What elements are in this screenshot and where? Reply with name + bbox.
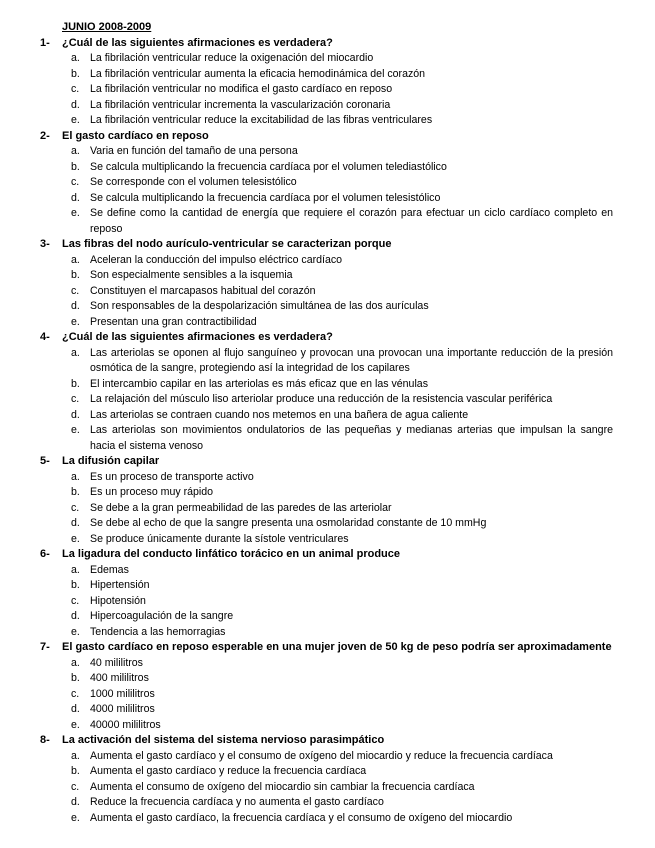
option-letter: e. [71, 718, 80, 731]
option-text: Hipercoagulación de la sangre [90, 610, 234, 622]
option-letter: a. [71, 52, 80, 64]
option-item [0, 516, 655, 532]
option-letter: b. [71, 160, 80, 173]
option-text: Tendencia a las hemorragias [90, 625, 226, 638]
option-letter: c. [71, 176, 80, 188]
option-letter: d. [71, 191, 80, 204]
option-text: La fibrilación ventricular reduce la oxigenación del miocardio [90, 52, 374, 64]
option-text: 40 mililitros [90, 656, 143, 669]
question-heading [0, 454, 655, 470]
option-letter: c. [71, 284, 80, 297]
question-5 [0, 454, 655, 547]
option-letter: e. [71, 114, 80, 126]
option-item [0, 485, 655, 501]
option-text: Aceleran la conducción del impulso eléctrico cardíaco [90, 253, 343, 266]
option-letter: a. [71, 749, 80, 762]
option-letter: a. [71, 656, 80, 669]
option-item [0, 82, 655, 98]
question-number: 1- [40, 36, 50, 49]
question-7 [0, 640, 655, 733]
question-text: El gasto cardíaco en reposo [62, 129, 209, 142]
option-text: Varia en función del tamaño de una persona [90, 145, 298, 157]
option-item [0, 780, 655, 796]
option-letter: b. [71, 67, 80, 80]
option-text: 4000 mililitros [90, 703, 155, 715]
option-letter: c. [71, 594, 80, 607]
option-text: Es un proceso muy rápido [90, 486, 214, 498]
option-text: Se corresponde con el volumen telesistólico [90, 176, 297, 188]
question-heading [0, 129, 655, 145]
option-item [0, 175, 655, 191]
option-letter: d. [71, 300, 80, 312]
option-letter: c. [71, 780, 80, 793]
option-text: Se produce únicamente durante la sístole ventriculares [90, 532, 349, 545]
option-text: Aumenta el gasto cardíaco, la frecuencia cardíaca y el consumo de oxígeno del miocardio [90, 811, 513, 824]
option-item [0, 408, 655, 424]
option-item [0, 377, 655, 393]
option-text: Aumenta el consumo de oxígeno del miocardio sin cambiar la frecuencia cardíaca [90, 780, 475, 793]
question-number: 7- [40, 641, 50, 653]
option-item [0, 423, 655, 454]
option-text: El intercambio capilar en las arteriolas es más eficaz que en las vénulas [90, 377, 428, 390]
option-item [0, 764, 655, 780]
option-item [0, 299, 655, 315]
question-4 [0, 330, 655, 454]
option-text: Edemas [90, 563, 129, 576]
exam-title: JUNIO 2008-2009 [62, 21, 152, 33]
option-item [0, 284, 655, 300]
option-text: Se debe al echo de que la sangre presenta una osmolaridad constante de 10 mmHg [90, 517, 487, 529]
option-letter: b. [71, 486, 80, 498]
question-number: 2- [40, 129, 50, 142]
option-item [0, 144, 655, 160]
option-item [0, 67, 655, 83]
option-item [0, 795, 655, 811]
option-item [0, 749, 655, 765]
option-text: Aumenta el gasto cardíaco y el consumo de oxígeno del miocardio y reduce la frecuencia cardíaca [90, 749, 553, 762]
question-heading [0, 237, 655, 253]
option-item [0, 268, 655, 284]
option-item [0, 113, 655, 129]
question-3 [0, 237, 655, 330]
question-heading [0, 733, 655, 749]
option-item [0, 563, 655, 579]
option-item [0, 206, 655, 237]
question-number: 6- [40, 548, 50, 560]
option-letter: d. [71, 98, 80, 111]
option-item [0, 811, 655, 827]
option-letter: d. [71, 408, 80, 421]
option-text: 1000 mililitros [90, 687, 155, 700]
option-item [0, 501, 655, 517]
option-item [0, 702, 655, 718]
option-letter: e. [71, 424, 80, 436]
option-text: Se calcula multiplicando la frecuencia cardíaca por el volumen telesistólico [90, 191, 441, 204]
question-text: ¿Cuál de las siguientes afirmaciones es verdadera? [62, 331, 333, 343]
option-text: Reduce la frecuencia cardíaca y no aumenta el gasto cardíaco [90, 796, 384, 808]
option-letter: e. [71, 811, 80, 824]
option-text: La fibrilación ventricular incrementa la vascularización coronaria [90, 98, 391, 111]
option-item [0, 470, 655, 486]
option-text: Hipertensión [90, 579, 150, 591]
question-heading [0, 640, 655, 656]
question-6 [0, 547, 655, 640]
option-letter: a. [71, 253, 80, 266]
option-item [0, 532, 655, 548]
option-letter: b. [71, 672, 80, 684]
option-text: Las arteriolas se contraen cuando nos metemos en una bañera de agua caliente [90, 408, 469, 421]
option-text: Las arteriolas son movimientos ondulatorios de las pequeñas y medianas arterias que impulsan la sangre hacia el sistema venoso [90, 424, 613, 452]
question-heading [0, 36, 655, 52]
question-number: 3- [40, 238, 50, 250]
question-text: La ligadura del conducto linfático torácico en un animal produce [62, 548, 400, 560]
question-text: El gasto cardíaco en reposo esperable en una mujer joven de 50 kg de peso podría ser aproximadamente [62, 641, 612, 653]
option-text: Presentan una gran contractibilidad [90, 315, 257, 328]
option-item [0, 160, 655, 176]
question-number: 5- [40, 455, 50, 467]
option-letter: d. [71, 796, 80, 808]
option-text: Aumenta el gasto cardíaco y reduce la frecuencia cardíaca [90, 765, 367, 777]
option-letter: b. [71, 765, 80, 777]
option-item [0, 671, 655, 687]
option-letter: a. [71, 470, 80, 483]
option-text: Son especialmente sensibles a la isquemia [90, 269, 293, 281]
option-text: Constituyen el marcapasos habitual del corazón [90, 284, 316, 297]
option-item [0, 578, 655, 594]
option-letter: b. [71, 377, 80, 390]
option-text: La fibrilación ventricular reduce la excitabilidad de las fibras ventriculares [90, 114, 433, 126]
option-text: 40000 mililitros [90, 718, 161, 731]
option-letter: e. [71, 315, 80, 328]
option-text: Las arteriolas se oponen al flujo sanguíneo y provocan una provocan una importante reducción de la presión osmótica de la sangre, protegiendo así la integridad de los capilares [90, 346, 613, 374]
option-item [0, 315, 655, 331]
question-8 [0, 733, 655, 826]
option-letter: b. [71, 269, 80, 281]
option-item [0, 346, 655, 377]
option-item [0, 594, 655, 610]
option-letter: d. [71, 703, 80, 715]
option-letter: a. [71, 346, 80, 359]
option-item [0, 51, 655, 67]
option-text: Se calcula multiplicando la frecuencia cardíaca por el volumen telediastólico [90, 160, 447, 173]
option-letter: c. [71, 393, 80, 405]
option-text: Hipotensión [90, 594, 146, 607]
option-item [0, 625, 655, 641]
option-letter: c. [71, 687, 80, 700]
option-item [0, 656, 655, 672]
option-item [0, 687, 655, 703]
option-letter: c. [71, 501, 80, 514]
question-number: 8- [40, 734, 50, 746]
option-letter: b. [71, 579, 80, 591]
option-text: Es un proceso de transporte activo [90, 470, 254, 483]
option-text: La fibrilación ventricular no modifica el gasto cardíaco en reposo [90, 83, 393, 95]
question-text: La activación del sistema del sistema nervioso parasimpático [62, 734, 385, 746]
option-letter: c. [71, 83, 80, 95]
option-item [0, 253, 655, 269]
question-number: 4- [40, 331, 50, 343]
option-text: Son responsables de la despolarización simultánea de las dos aurículas [90, 300, 429, 312]
question-heading [0, 547, 655, 563]
question-1 [0, 36, 655, 129]
option-item [0, 392, 655, 408]
option-item [0, 191, 655, 207]
option-text: La relajación del músculo liso arteriolar produce una reducción de la resistencia vascular periférica [90, 393, 553, 405]
exam-page [0, 20, 655, 826]
question-text: Las fibras del nodo aurículo-ventricular se caracterizan porque [62, 238, 392, 250]
option-item [0, 609, 655, 625]
option-item [0, 98, 655, 114]
option-letter: a. [71, 145, 80, 157]
option-letter: d. [71, 610, 80, 622]
question-list [0, 36, 655, 827]
option-letter: e. [71, 532, 80, 545]
option-item [0, 718, 655, 734]
option-letter: e. [71, 207, 80, 219]
option-letter: d. [71, 517, 80, 529]
question-text: La difusión capilar [62, 455, 160, 467]
option-text: 400 mililitros [90, 672, 149, 684]
question-2 [0, 129, 655, 238]
option-text: Se debe a la gran permeabilidad de las paredes de las arteriolar [90, 501, 392, 514]
option-letter: a. [71, 563, 80, 576]
question-heading [0, 330, 655, 346]
option-letter: e. [71, 625, 80, 638]
question-text: ¿Cuál de las siguientes afirmaciones es verdadera? [62, 36, 333, 49]
option-text: Se define como la cantidad de energía que requiere el corazón para efectuar un ciclo cardíaco completo en reposo [90, 207, 613, 235]
option-text: La fibrilación ventricular aumenta la eficacia hemodinámica del corazón [90, 67, 426, 80]
